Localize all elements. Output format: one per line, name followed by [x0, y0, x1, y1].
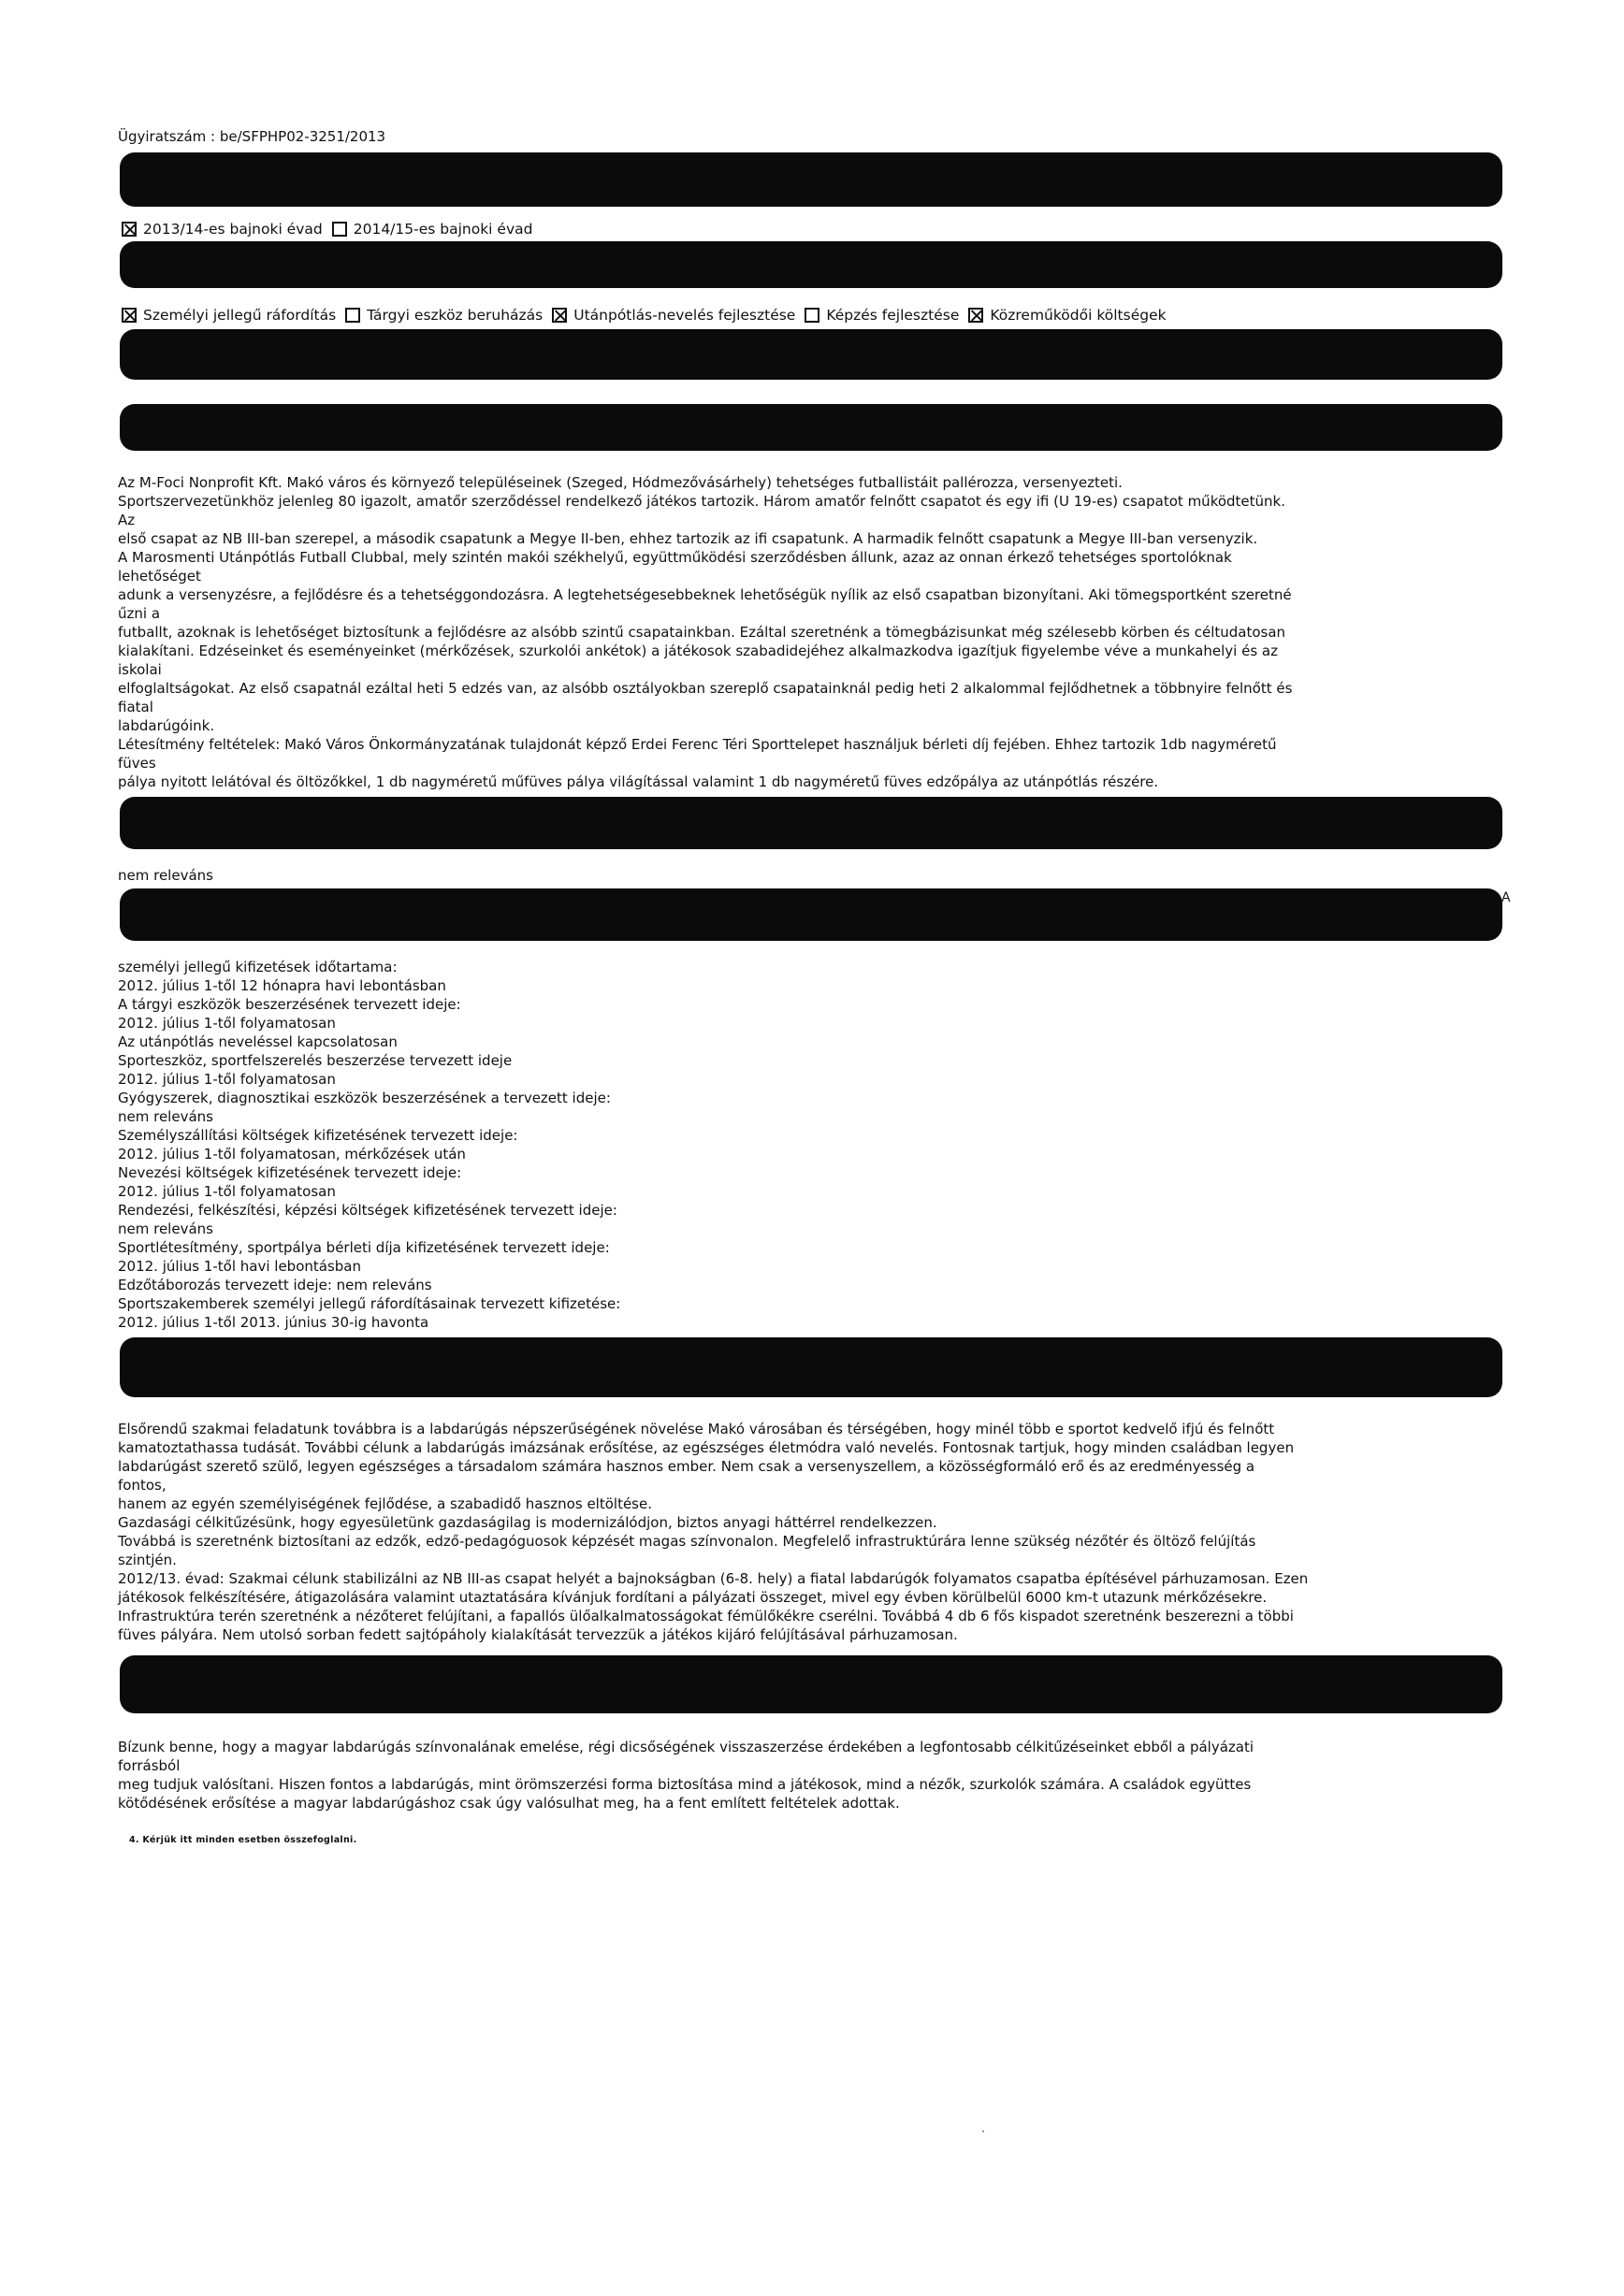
redaction-bar-3 [120, 329, 1502, 380]
text-line: labdarúgóink. [118, 717, 215, 734]
checkbox-unchecked-icon[interactable] [805, 308, 819, 323]
season-options [122, 221, 542, 238]
text-line: 2012. július 1-től folyamatosan, mérkőzések után [118, 1146, 466, 1162]
text-line: meg tudjuk valósítani. Hiszen fontos a labdarúgás, mint örömszerzési forma biztosítása mind a játékosok, mind a nézők, szurkolók számára. A családok együttes [118, 1776, 1252, 1793]
text-line: hanem az egyén személyiségének fejlődése, a szabadidő hasznos eltöltése. [118, 1495, 652, 1512]
cost-option-label: Képzés fejlesztése [826, 307, 960, 324]
season-option-label: 2013/14-es bajnoki évad [143, 221, 323, 238]
cost-option-personnel[interactable] [122, 307, 336, 324]
text-line: Az utánpótlás neveléssel kapcsolatosan [118, 1033, 398, 1050]
redaction-bar-2 [120, 241, 1502, 288]
text-line: Személyszállítási költségek kifizetésének tervezett ideje: [118, 1127, 518, 1144]
text-line: adunk a versenyzésre, a fejlődésre és a tehetséggondozásra. A legtehetségesebbeknek lehetőségük nyílik az első csapatban bizonyítani. Aki tömegsportként szeretné [118, 586, 1292, 603]
checkbox-checked-icon[interactable] [968, 308, 983, 323]
professional-goals [118, 1420, 1512, 1644]
text-line: Létesítmény feltételek: Makó Város Önkormányzatának tulajdonát képző Erdei Ferenc Téri Sporttelepet használjuk bérleti díj fejében. Ehhez tartozik 1db nagyméretű [118, 736, 1277, 753]
cost-options [122, 307, 1176, 324]
text-line: 2012. július 1-től folyamatosan [118, 1015, 336, 1032]
text-line: nem releváns [118, 867, 213, 884]
checkbox-checked-icon[interactable] [122, 308, 137, 323]
checkbox-checked-icon[interactable] [552, 308, 567, 323]
redaction-bar-4 [120, 404, 1502, 451]
text-line: Rendezési, felkészítési, képzési költségek kifizetésének tervezett ideje: [118, 1202, 617, 1219]
text-line: szintjén. [118, 1552, 177, 1568]
text-line: Edzőtáborozás tervezett ideje: nem releváns [118, 1277, 432, 1293]
text-line: személyi jellegű kifizetések időtartama: [118, 959, 398, 975]
text-line: A tárgyi eszközök beszerzésének tervezett ideje: [118, 996, 461, 1013]
text-line: A Marosmenti Utánpótlás Futball Clubbal, mely szintén makói székhelyű, együttműködési szerződésben állunk, azaz az onnan érkező tehetséges sportolóknak [118, 549, 1232, 566]
text-line: Elsőrendű szakmai feladatunk továbbra is a labdarúgás népszerűségének növelése Makó városában és térségében, hogy minél több e sportot kedvelő ifjú és felnőtt [118, 1421, 1275, 1437]
text-line: Infrastruktúra terén szeretnénk a nézőteret felújítani, a fapallós ülőalkalmatosságokat fémülőkékre cserélni. Továbbá 4 db 6 fős kispadot szeretnénk beszerezni a többi [118, 1608, 1294, 1625]
text-line: iskolai [118, 661, 162, 678]
cost-option-label: Utánpótlás-nevelés fejlesztése [573, 307, 796, 324]
redaction-bar-5 [120, 797, 1502, 849]
cost-option-training[interactable] [805, 307, 959, 324]
text-line: pálya nyitott lelátóval és öltözőkkel, 1 db nagyméretű műfüves pálya világítással valamint 1 db nagyméretű füves edzőpálya az utánpótlás részére. [118, 773, 1159, 790]
text-line: fontos, [118, 1477, 167, 1494]
cost-option-equipment[interactable] [345, 307, 543, 324]
text-line: első csapat az NB III-ban szerepel, a második csapatunk a Megye II-ben, ehhez tartozik az ifi csapatunk. A harmadik felnőtt csapatunk a Megye III-ban versenyzik. [118, 530, 1258, 547]
text-line: Sporteszköz, sportfelszerelés beszerzése tervezett ideje [118, 1052, 513, 1069]
text-line: kötődésének erősítése a magyar labdarúgáshoz csak úgy valósulhat meg, ha a fent említett feltételek adottak. [118, 1795, 900, 1812]
checkbox-unchecked-icon[interactable] [332, 222, 347, 237]
redaction-bar-tail-letter: A [1501, 890, 1511, 905]
text-line: füves [118, 755, 156, 772]
cost-option-contributor[interactable] [968, 307, 1166, 324]
text-line: 2012/13. évad: Szakmai célunk stabilizálni az NB III-as csapat helyét a bajnokságban (6-8. hely) a fiatal labdarúgók folyamatos csapatba építésével párhuzamosan. Ezen [118, 1570, 1309, 1587]
text-line: nem releváns [118, 1220, 213, 1237]
footnote: 4. Kérjük itt minden esetben összefoglalni. [129, 1835, 357, 1845]
text-line: füves pályára. Nem utolsó sorban fedett sajtópáholy kialakítását tervezzük a játékos kijáró felújításával párhuzamosan. [118, 1626, 958, 1643]
cost-option-youth[interactable] [552, 307, 795, 324]
not-relevant-note [118, 866, 1512, 885]
redaction-bar-7 [120, 1337, 1502, 1397]
text-line: kialakítani. Edzéseinket és eseményeinket (mérkőzések, szurkolói ankétok) a játékosok szabadidejéhez alkalmazkodva igazítjuk figyelembe véve a munkahelyi és az [118, 643, 1278, 659]
text-line: labdarúgást szerető szülő, legyen egészséges a társadalom számára hasznos ember. Nem csak a versenyszellem, a közösségformáló erő és az eredményesség a [118, 1458, 1255, 1475]
text-line: Továbbá is szeretnénk biztosítani az edzők, edző-pedagóguosok képzését magas színvonalon. Megfelelő infrastruktúrára lenne szükség nézőtér és öltöző felújítás [118, 1533, 1256, 1550]
text-line: űzni a [118, 605, 161, 622]
checkbox-checked-icon[interactable] [122, 222, 137, 237]
checkbox-unchecked-icon[interactable] [345, 308, 360, 323]
text-line: fiatal [118, 699, 153, 715]
cost-option-label: Tárgyi eszköz beruházás [367, 307, 544, 324]
text-line: Bízunk benne, hogy a magyar labdarúgás színvonalának emelése, régi dicsőségének visszaszerzése érdekében a legfontosabb célkitűzéseinket ebből a pályázati [118, 1739, 1254, 1755]
cost-option-label: Közreműködői költségek [990, 307, 1167, 324]
text-line: Gazdasági célkitűzésünk, hogy egyesületünk gazdaságilag is modernizálódjon, biztos anyagi háttérrel rendelkezzen. [118, 1514, 937, 1531]
text-line: lehetőséget [118, 568, 201, 585]
schedule-list [118, 958, 1512, 1332]
text-line: Nevezési költségek kifizetésének tervezett ideje: [118, 1164, 462, 1181]
text-line: Sportlétesítmény, sportpálya bérleti díja kifizetésének tervezett ideje: [118, 1239, 610, 1256]
text-line: Sportszervezetünkhöz jelenleg 80 igazolt, amatőr szerződéssel rendelkező játékos tartozik. Három amatőr felnőtt csapatot és egy ifi (U 19-es) csapatot működtetünk. [118, 493, 1286, 510]
redaction-bar-1 [120, 152, 1502, 207]
text-line: Az M-Foci Nonprofit Kft. Makó város és környező településeinek (Szeged, Hódmezővásárhely) tehetséges futballistáit pallérozza, versenyezteti. [118, 474, 1123, 491]
text-line: kamatoztathassa tudását. További célunk a labdarúgás imázsának erősítése, az egészséges életmódra való nevelés. Fontosnak tartjuk, hogy minden családban legyen [118, 1439, 1295, 1456]
text-line: Az [118, 512, 136, 528]
case-number: Ügyiratszám : be/SFPHP02-3251/2013 [118, 128, 386, 145]
season-option-2013-14[interactable] [122, 221, 323, 238]
season-option-label: 2014/15-es bajnoki évad [353, 221, 533, 238]
scan-speck [982, 2130, 984, 2132]
text-line: 2012. július 1-től folyamatosan [118, 1071, 336, 1088]
text-line: Sportszakemberek személyi jellegű ráfordításainak tervezett kifizetése: [118, 1295, 621, 1312]
text-line: 2012. július 1-től havi lebontásban [118, 1258, 361, 1275]
redaction-bar-6 [120, 888, 1502, 941]
text-line: játékosok felkészítésére, átigazolására valamint utaztatására kívánjuk fordítani a pályázati összeget, mivel egy évben körülbelül 6000 km-t utazunk mérkőzésekre. [118, 1589, 1268, 1606]
text-line: nem releváns [118, 1108, 213, 1125]
text-line: 2012. július 1-től folyamatosan [118, 1183, 336, 1200]
text-line: futballt, azoknak is lehetőséget biztosítunk a fejlődésre az alsóbb szintű csapatainkban. Ezáltal szeretnénk a tömegbázisunkat még szélesebb körben és céltudatosan [118, 624, 1286, 641]
text-line: Gyógyszerek, diagnosztikai eszközök beszerzésének a tervezett ideje: [118, 1090, 611, 1106]
season-option-2014-15[interactable] [332, 221, 533, 238]
cost-option-label: Személyi jellegű ráfordítás [143, 307, 337, 324]
text-line: forrásból [118, 1757, 181, 1774]
redaction-bar-8 [120, 1655, 1502, 1713]
text-line: elfoglaltságokat. Az első csapatnál ezáltal heti 5 edzés van, az alsóbb osztályokban szereplő csapatainknál pedig heti 2 alkalommal fejlődhetnek a többnyire felnőtt és [118, 680, 1293, 697]
text-line: 2012. július 1-től 2013. június 30-ig havonta [118, 1314, 429, 1331]
summary-text [118, 1738, 1512, 1812]
text-line: 2012. július 1-től 12 hónapra havi lebontásban [118, 977, 446, 994]
organization-description [118, 473, 1512, 791]
